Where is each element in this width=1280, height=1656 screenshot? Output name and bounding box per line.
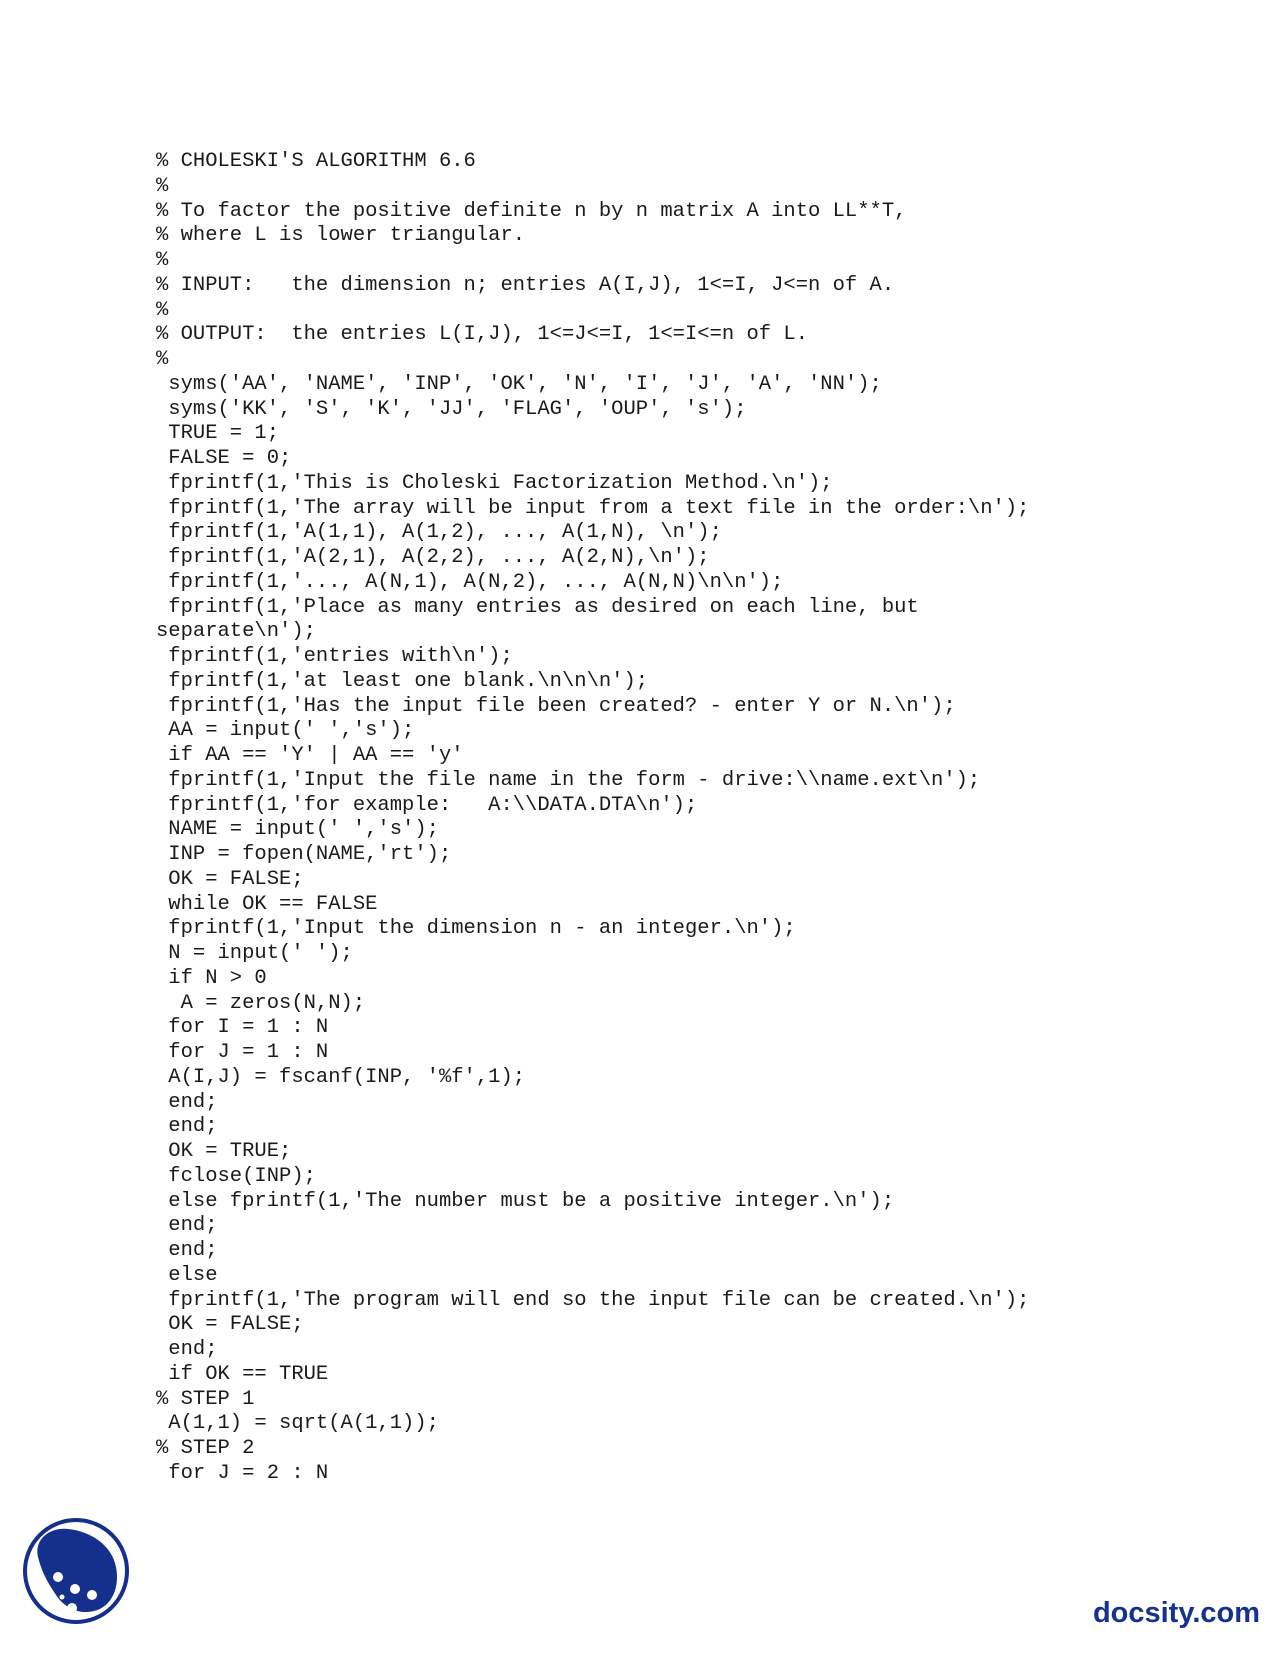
code-line: end;	[156, 1239, 218, 1262]
code-line: fprintf(1,'Input the dimension n - an integer.\n');	[156, 917, 796, 941]
code-line: end;	[156, 1115, 218, 1139]
code-line: fprintf(1,'at least one blank.\n\n\n');	[156, 669, 649, 693]
code-line: A(1,1) = sqrt(A(1,1));	[156, 1412, 439, 1436]
code-line: fprintf(1,'The program will end so the input file can be created.\n');	[156, 1288, 1030, 1312]
code-line: fprintf(1,'This is Choleski Factorization Method.\n');	[156, 471, 833, 495]
code-line: % where L is lower triangular.	[156, 224, 526, 248]
code-line: OK = TRUE;	[156, 1140, 292, 1163]
code-line: for J = 1 : N	[156, 1041, 329, 1064]
docsity-logo-icon	[20, 1515, 132, 1627]
code-line: fclose(INP);	[156, 1164, 316, 1188]
code-line: % To factor the positive definite n by n matrix A into LL**T,	[156, 199, 907, 223]
code-line: fprintf(1,'..., A(N,1), A(N,2), ..., A(N,N)\n\n');	[156, 570, 784, 594]
docsity-brand[interactable]: docsity.com	[1092, 1597, 1260, 1629]
code-line: fprintf(1,'Has the input file been created? - enter Y or N.\n');	[156, 694, 956, 718]
code-line: % STEP 2	[156, 1437, 255, 1460]
code-line: fprintf(1,'A(1,1), A(1,2), ..., A(1,N), \n');	[156, 521, 722, 545]
code-line: end;	[156, 1214, 218, 1238]
code-line: syms('AA', 'NAME', 'INP', 'OK', 'N', 'I', 'J', 'A', 'NN');	[156, 372, 882, 396]
code-line: end;	[156, 1338, 218, 1361]
code-line: %	[156, 348, 169, 371]
code-line: %	[156, 249, 169, 272]
code-line: while OK == FALSE	[156, 892, 378, 916]
code-line: if AA == 'Y' | AA == 'y'	[156, 744, 464, 767]
code-line: FALSE = 0;	[156, 447, 292, 470]
code-line: %	[156, 298, 169, 322]
code-line: A(I,J) = fscanf(INP, '%f',1);	[156, 1065, 526, 1089]
code-line: % OUTPUT: the entries L(I,J), 1<=J<=I, 1<=I<=n of L.	[156, 323, 809, 347]
code-line: else fprintf(1,'The number must be a positive integer.\n');	[156, 1189, 895, 1213]
code-line: fprintf(1,'for example: A:\\DATA.DTA\n');	[156, 793, 698, 817]
code-line: separate\n');	[156, 620, 316, 644]
code-line: fprintf(1,'Input the file name in the form - drive:\\name.ext\n');	[156, 768, 981, 792]
code-line: OK = FALSE;	[156, 867, 304, 891]
code-line: AA = input(' ','s');	[156, 719, 415, 743]
code-line: OK = FALSE;	[156, 1313, 304, 1337]
code-line: NAME = input(' ','s');	[156, 818, 439, 842]
code-line: for J = 2 : N	[156, 1461, 329, 1485]
code-line: TRUE = 1;	[156, 422, 280, 446]
code-line: % CHOLESKI'S ALGORITHM 6.6	[156, 150, 476, 173]
code-line: for I = 1 : N	[156, 1016, 329, 1040]
code-line: if OK == TRUE	[156, 1362, 329, 1386]
code-line: A = zeros(N,N);	[156, 991, 366, 1015]
code-line: INP = fopen(NAME,'rt');	[156, 843, 452, 866]
code-line: if N > 0	[156, 966, 267, 990]
code-line: fprintf(1,'entries with\n');	[156, 645, 513, 668]
code-line: syms('KK', 'S', 'K', 'JJ', 'FLAG', 'OUP', 's');	[156, 397, 747, 421]
code-line: % STEP 1	[156, 1387, 255, 1411]
code-line: fprintf(1,'A(2,1), A(2,2), ..., A(2,N),\n');	[156, 546, 710, 569]
code-line: N = input(' ');	[156, 942, 353, 965]
code-listing	[156, 150, 1029, 1487]
code-line: else	[156, 1263, 218, 1287]
code-line: fprintf(1,'The array will be input from a text file in the order:\n');	[156, 496, 1030, 520]
code-line: %	[156, 174, 169, 198]
code-line: end;	[156, 1090, 218, 1114]
code-line: fprintf(1,'Place as many entries as desired on each line, but	[156, 595, 919, 619]
code-line: % INPUT: the dimension n; entries A(I,J), 1<=I, J<=n of A.	[156, 273, 895, 297]
